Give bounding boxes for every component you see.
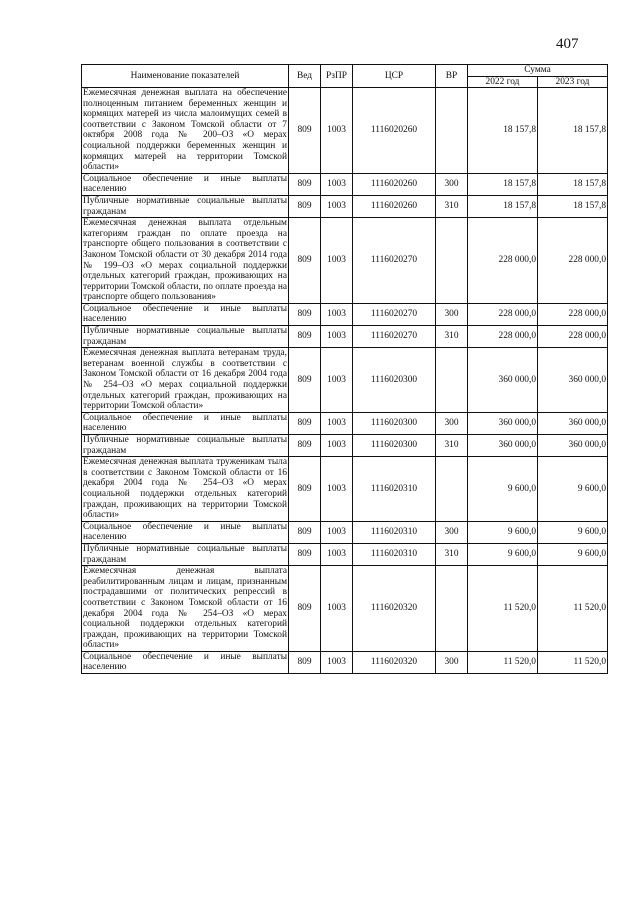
row-sum-2023: 228 000,0: [538, 326, 608, 348]
row-sum-2023: 11 520,0: [538, 651, 608, 673]
row-sum-2023: 228 000,0: [538, 303, 608, 325]
row-sum-2022: 9 600,0: [468, 543, 538, 565]
row-vr: [436, 348, 468, 413]
row-vr: 300: [436, 173, 468, 195]
row-sum-2022: 360 000,0: [468, 348, 538, 413]
row-ved: 809: [289, 195, 321, 217]
row-vr: 300: [436, 412, 468, 434]
header-ved: Вед: [289, 65, 321, 88]
row-sum-2022: 9 600,0: [468, 521, 538, 543]
row-sum-2023: 228 000,0: [538, 218, 608, 304]
header-year-2023: 2023 год: [538, 76, 608, 88]
table-row: [82, 435, 608, 457]
row-sum-2023: 18 157,8: [538, 195, 608, 217]
row-sum-2022: 18 157,8: [468, 173, 538, 195]
row-name: Публичные нормативные социальные выплаты гражданам: [83, 195, 287, 217]
row-rzpr: 1003: [321, 88, 353, 174]
row-ved: 809: [289, 173, 321, 195]
row-ved: 809: [289, 521, 321, 543]
row-sum-2023: 9 600,0: [538, 521, 608, 543]
row-name: Ежемесячная денежная выплата реабилитированным лицам и лицам, признанным пострадавшими от политических репрессий в соответствии с Законом Томской области от 16 декабря 2004 года № 254–ОЗ «О мерах социальной поддержки отдельных категорий граждан, проживающих на территории Томской области»: [83, 566, 287, 651]
row-ved: 809: [289, 543, 321, 565]
header-vr: ВР: [436, 65, 468, 88]
row-vr: 310: [436, 435, 468, 457]
row-sum-2022: 228 000,0: [468, 303, 538, 325]
row-sum-2023: 9 600,0: [538, 457, 608, 522]
row-sum-2022: 11 520,0: [468, 566, 538, 652]
row-rzpr: 1003: [321, 348, 353, 413]
row-ved: 809: [289, 435, 321, 457]
row-name: Ежемесячная денежная выплата труженикам тыла в соответствии с Законом Томской области от 16 декабря 2004 года № 254–ОЗ «О мерах социальной поддержки отдельных категорий граждан, проживающих на территории Томской области»: [83, 457, 287, 521]
table-row: [82, 173, 608, 195]
row-sum-2022: 18 157,8: [468, 195, 538, 217]
row-csr: 1116020300: [353, 435, 436, 457]
row-vr: 310: [436, 195, 468, 217]
table-row: [82, 457, 608, 522]
row-rzpr: 1003: [321, 303, 353, 325]
table-row: [82, 566, 608, 652]
row-vr: 300: [436, 303, 468, 325]
row-vr: [436, 88, 468, 174]
row-csr: 1116020300: [353, 412, 436, 434]
table-row: [82, 348, 608, 413]
row-vr: 310: [436, 543, 468, 565]
row-csr: 1116020310: [353, 521, 436, 543]
page-number: 407: [556, 36, 579, 52]
row-rzpr: 1003: [321, 543, 353, 565]
row-ved: 809: [289, 566, 321, 652]
row-ved: 809: [289, 326, 321, 348]
row-rzpr: 1003: [321, 326, 353, 348]
row-name: Ежемесячная денежная выплата отдельным категориям граждан по оплате проезда на транспорте общего пользования в соответствии с Законом Томской области от 30 декабря 2014 года № 199–ОЗ «О мерах социальной поддержки отдельных категорий граждан, проживающих на территории Томской области, по оплате проезда на транспорте общего пользования»: [83, 218, 287, 303]
row-sum-2022: 360 000,0: [468, 435, 538, 457]
table-row: [82, 326, 608, 348]
row-name: Публичные нормативные социальные выплаты гражданам: [83, 543, 287, 565]
budget-table: [81, 64, 608, 674]
row-rzpr: 1003: [321, 218, 353, 304]
row-rzpr: 1003: [321, 521, 353, 543]
row-csr: 1116020260: [353, 88, 436, 174]
table-row: [82, 303, 608, 325]
row-csr: 1116020270: [353, 218, 436, 304]
header-year-2022: 2022 год: [468, 76, 538, 88]
header-sum: Сумма: [468, 65, 608, 77]
row-vr: [436, 457, 468, 522]
row-vr: 310: [436, 326, 468, 348]
row-sum-2023: 18 157,8: [538, 173, 608, 195]
row-sum-2023: 18 157,8: [538, 88, 608, 174]
row-name: Социальное обеспечение и иные выплаты населению: [83, 521, 287, 543]
row-csr: 1116020310: [353, 457, 436, 522]
row-vr: [436, 218, 468, 304]
table-row: [82, 543, 608, 565]
row-rzpr: 1003: [321, 435, 353, 457]
table-row: [82, 521, 608, 543]
row-sum-2022: 11 520,0: [468, 651, 538, 673]
header-rzpr: РзПР: [321, 65, 353, 88]
table-row: [82, 412, 608, 434]
row-ved: 809: [289, 457, 321, 522]
row-name: Публичные нормативные социальные выплаты гражданам: [83, 326, 287, 347]
row-ved: 809: [289, 412, 321, 434]
row-ved: 809: [289, 218, 321, 304]
row-csr: 1116020310: [353, 543, 436, 565]
row-name: Публичные нормативные социальные выплаты гражданам: [83, 435, 287, 456]
table-row: [82, 88, 608, 174]
row-csr: 1116020260: [353, 173, 436, 195]
row-vr: 300: [436, 521, 468, 543]
row-csr: 1116020270: [353, 326, 436, 348]
row-sum-2023: 360 000,0: [538, 412, 608, 434]
table-row: [82, 651, 608, 673]
row-sum-2022: 9 600,0: [468, 457, 538, 522]
row-name: Социальное обеспечение и иные выплаты населению: [83, 651, 287, 673]
row-name: Социальное обеспечение и иные выплаты населению: [83, 173, 287, 195]
row-ved: 809: [289, 88, 321, 174]
row-name: Социальное обеспечение и иные выплаты населению: [83, 303, 287, 325]
row-sum-2022: 228 000,0: [468, 218, 538, 304]
row-vr: 300: [436, 651, 468, 673]
row-sum-2022: 360 000,0: [468, 412, 538, 434]
row-rzpr: 1003: [321, 566, 353, 652]
row-ved: 809: [289, 348, 321, 413]
row-vr: [436, 566, 468, 652]
header-csr: ЦСР: [353, 65, 436, 88]
row-csr: 1116020260: [353, 195, 436, 217]
row-sum-2022: 18 157,8: [468, 88, 538, 174]
row-csr: 1116020320: [353, 566, 436, 652]
row-rzpr: 1003: [321, 412, 353, 434]
row-sum-2023: 9 600,0: [538, 543, 608, 565]
row-name: Ежемесячная денежная выплата на обеспечение полноценным питанием беременных женщин и кормящих матерей из числа малоимущих семей в соответствии с Законом Томской области от 7 октября 2008 года № 200–ОЗ «О мерах социальной поддержки беременных женщин и кормящих матерей на территории Томской области»: [83, 88, 287, 173]
row-rzpr: 1003: [321, 651, 353, 673]
row-sum-2023: 360 000,0: [538, 348, 608, 413]
header-name: Наименование показателей: [82, 65, 289, 88]
table-body: [82, 88, 608, 674]
row-csr: 1116020300: [353, 348, 436, 413]
table-row: [82, 195, 608, 217]
row-ved: 809: [289, 651, 321, 673]
row-name: Ежемесячная денежная выплата ветеранам труда, ветеранам военной службы в соответствии с Законом Томской области от 16 декабря 2004 года № 254–ОЗ «О мерах социальной поддержки отдельных категорий граждан, проживающих на территории Томской области»: [83, 348, 287, 412]
row-csr: 1116020320: [353, 651, 436, 673]
row-sum-2023: 11 520,0: [538, 566, 608, 652]
row-ved: 809: [289, 303, 321, 325]
table-row: [82, 218, 608, 304]
row-name: Социальное обеспечение и иные выплаты населению: [83, 412, 287, 434]
row-rzpr: 1003: [321, 457, 353, 522]
row-rzpr: 1003: [321, 173, 353, 195]
row-rzpr: 1003: [321, 195, 353, 217]
row-csr: 1116020270: [353, 303, 436, 325]
row-sum-2023: 360 000,0: [538, 435, 608, 457]
row-sum-2022: 228 000,0: [468, 326, 538, 348]
